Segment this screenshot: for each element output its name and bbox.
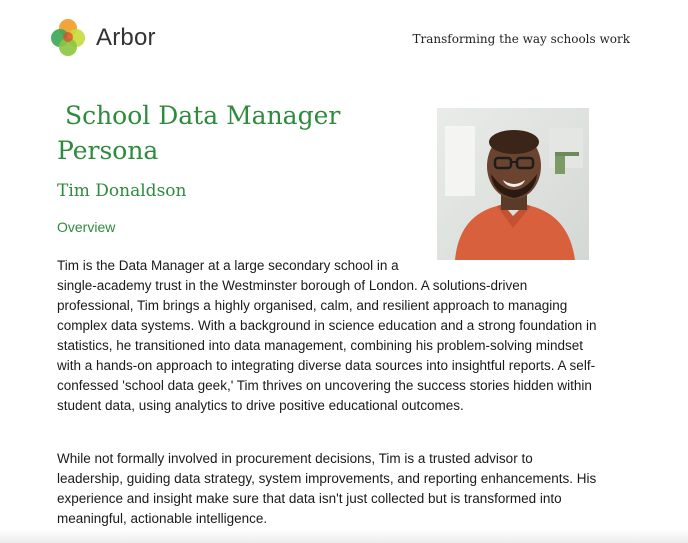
page-bottom-shadow [0,529,688,543]
header-tagline: Transforming the way schools work [412,32,630,46]
persona-name: Tim Donaldson [57,181,187,201]
arbor-logo-icon [48,17,90,59]
page-title: School Data Manager Persona [57,101,349,165]
arbor-logo[interactable] [48,17,156,59]
paragraph-1-first-line: Tim is the Data Manager at a large secondary school in a [57,258,399,273]
section-heading-overview: Overview [57,219,116,235]
overview-paragraph-2: While not formally involved in procurement decisions, Tim is a trusted advisor to leadership, guiding data strategy, system improvements, and reporting enhancements. His experience and insight make sure that data isn't just collected but is transformed into meaningful, actionable intelligence. [57,451,597,526]
brand-name: Arbor [96,24,156,51]
paragraph-1-body: single-academy trust in the Westminster borough of London. A solutions-driven professional, Tim brings a highly organised, calm, and resilient approach to managing complex data systems. With a background in science education and a strong foundation in statistics, he transitioned into data management, combining his problem-solving mindset with a hands-on approach to integrating diverse data sources into insightful reports. A self-confessed 'school data geek,' Tim thrives on uncovering the success stories hidden within student data, using analytics to drive positive educational outcomes. [57,278,597,413]
persona-portrait-photo [437,108,589,260]
overview-paragraph-1 [57,256,597,416]
